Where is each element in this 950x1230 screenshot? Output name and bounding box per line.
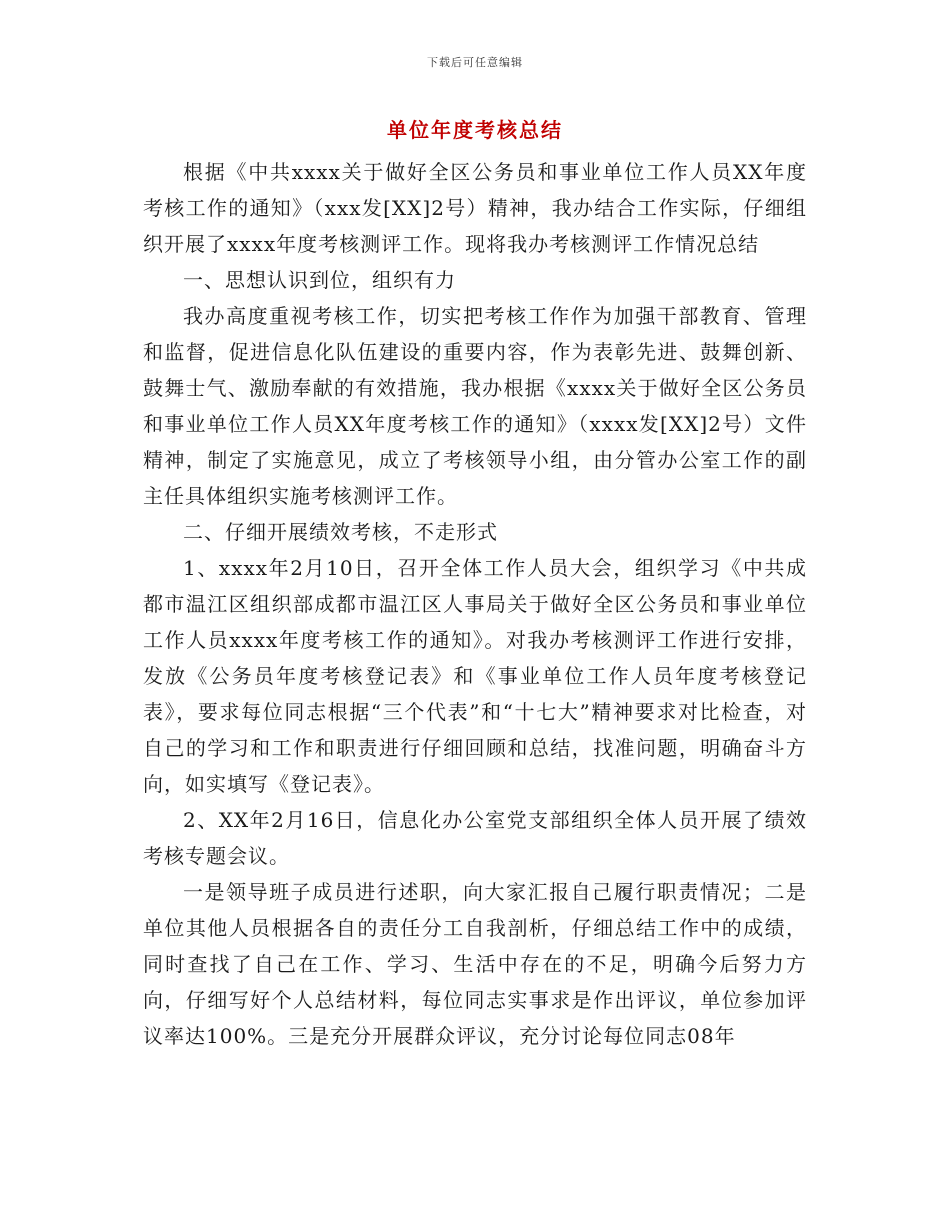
section-heading-2: 二、仔细开展绩效考核，不走形式 xyxy=(183,520,498,544)
paragraph-item-2-detail: 一是领导班子成员进行述职，向大家汇报自己履行职责情况；二是单位其他人员根据各自的责任分工自我剖析，仔细总结工作中的成绩，同时查找了自己在工作、学习、生活中存在的不足，明确今后努力方向，仔细写好个人总结材料，每位同志实事求是作出评议，单位参加评议率达100%。三是充分开展群众评议，充分讨论每位同志08年 xyxy=(143,880,807,1048)
section-heading-1: 一、思想认识到位，组织有力 xyxy=(183,268,456,292)
header-note: 下载后可任意编辑 xyxy=(427,56,523,69)
paragraph-item-2: 2、XX年2月16日，信息化办公室党支部组织全体人员开展了绩效考核专题会议。 xyxy=(143,808,807,868)
paragraph-item-1: 1、xxxx年2月10日，召开全体工作人员大会，组织学习《中共成都市温江区组织部成都市温江区人事局关于做好全区公务员和事业单位工作人员xxxx年度考核工作的通知》。对我办考核测评工作进行安排，发放《公务员年度考核登记表》和《事业单位工作人员年度考核登记表》，要求每位同志根据“三个代表”和“十七大”精神要求对比检查，对自己的学习和工作和职责进行仔细回顾和总结，找准问题，明确奋斗方向，如实填写《登记表》。 xyxy=(143,556,807,796)
paragraph-section-1: 我办高度重视考核工作，切实把考核工作作为加强干部教育、管理和监督，促进信息化队伍建设的重要内容，作为表彰先进、鼓舞创新、鼓舞士气、激励奉献的有效措施，我办根据《xxxx关于做好全区公务员和事业单位工作人员XX年度考核工作的通知》（xxxx发[XX]2号）文件精神，制定了实施意见，成立了考核领导小组，由分管办公室工作的副主任具体组织实施考核测评工作。 xyxy=(143,304,807,508)
document-title: 单位年度考核总结 xyxy=(387,118,563,142)
document-body xyxy=(143,154,807,1054)
paragraph-intro: 根据《中共xxxx关于做好全区公务员和事业单位工作人员XX年度考核工作的通知》（xxx发[XX]2号）精神，我办结合工作实际，仔细组织开展了xxxx年度考核测评工作。现将我办考核测评工作情况总结 xyxy=(143,160,807,256)
